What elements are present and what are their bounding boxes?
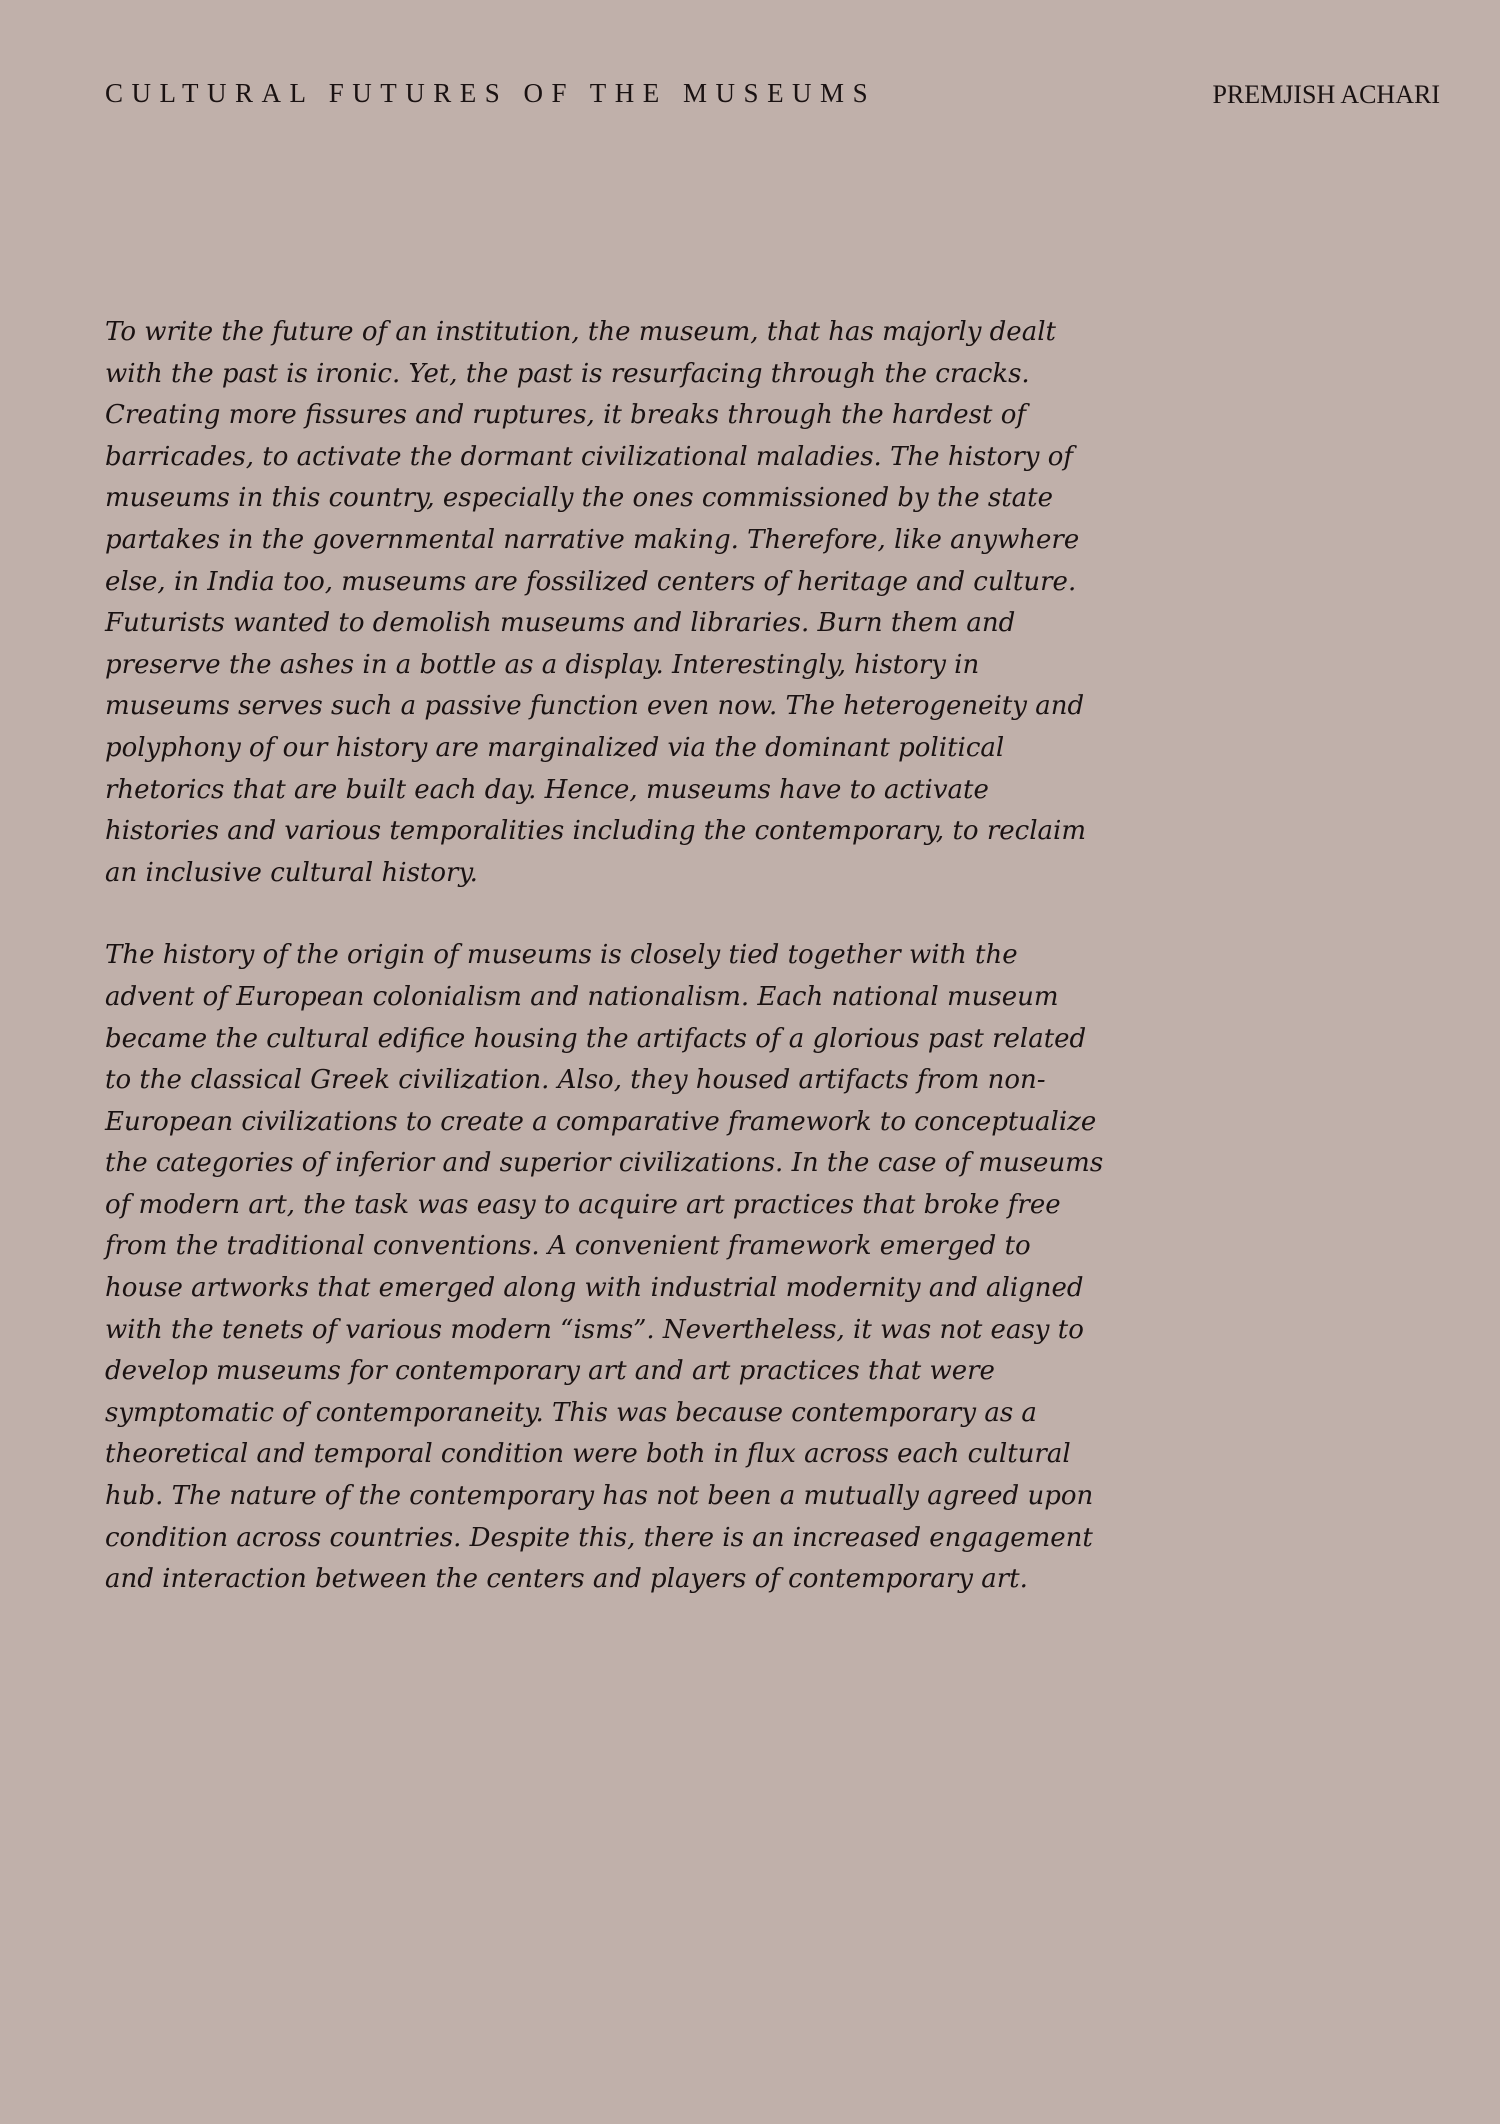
paragraph-2: The history of the origin of museums is closely tied together with the advent of European colonialism and nationalism. Each national museum became the cultural edifice housing the artifacts of a glorious past related to the classical Greek civilization. Also, they housed artifacts from non-European civilizations to create a comparative framework to conceptualize the categories of inferior and superior civilizations. In the case of museums of modern art, the task was easy to acquire art practices that broke free from the traditional conventions. A convenient framework emerged to house artworks that emerged along with industrial modernity and aligned with the tenets of various modern “isms”. Nevertheless, it was not easy to develop museums for contemporary art and art practices that were symptomatic of contemporaneity. This was because contemporary as a theoretical and temporal condition were both in flux across each cultural hub. The nature of the contemporary has not been a mutually agreed upon condition across countries. Despite this, there is an increased engagement and interaction between the centers and players of contemporary art. xyxy=(105,940,1104,1595)
running-head-author: PREMJISH ACHARI xyxy=(1212,80,1440,109)
paragraph-1: To write the future of an institution, the museum, that has majorly dealt with the past is ironic. Yet, the past is resurfacing through the cracks. Creating more fissures and ruptures, it breaks through the hardest of barricades, to activate the dormant civilizational maladies. The history of museums in this country, especially the ones commissioned by the state partakes in the governmental narrative making. Therefore, like anywhere else, in India too, museums are fossilized centers of heritage and culture. Futurists wanted to demolish museums and libraries. Burn them and preserve the ashes in a bottle as a display. Interestingly, history in museums serves such a passive function even now. The heterogeneity and polyphony of our history are marginalized via the dominant political rhetorics that are built each day. Hence, museums have to activate histories and various temporalities including the contemporary, to reclaim an inclusive cultural history. xyxy=(105,317,1086,888)
body-text xyxy=(105,312,1107,1601)
running-head-title: CULTURAL FUTURES OF THE MUSEUMS xyxy=(105,78,877,108)
